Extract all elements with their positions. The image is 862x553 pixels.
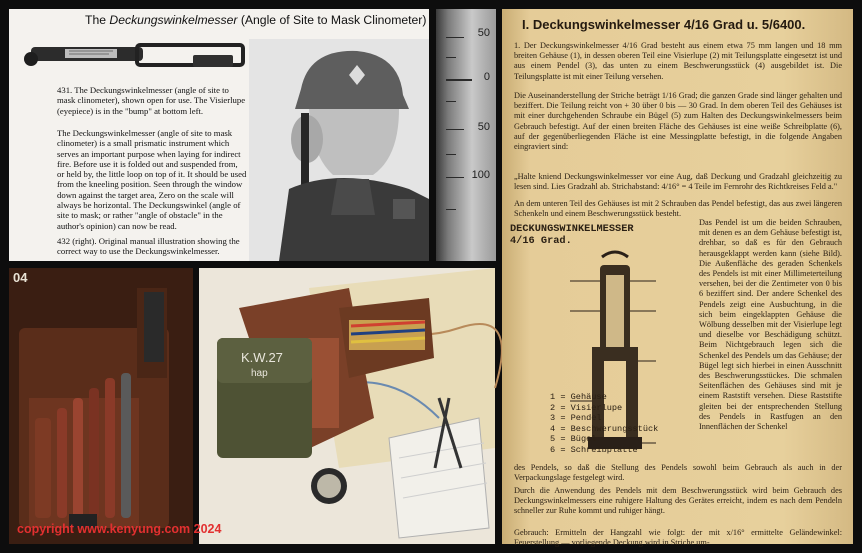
clinometer-drawing <box>17 39 247 77</box>
manual-paragraph-3: „Halte kniend Deckungswinkelmesser vor eine Aug, daß Deckung und Gradzahl gleichzeitig zu lesen sind. Lies Gradzahl ab. Strichabstand: 4/16° = 4 Teile im Fernrohr des Richtkreises Feld a." <box>514 172 842 192</box>
caption-431: 431. The Deckungswinkelmesser (angle of site to mask clinometer), shown open for use. The Visierlupe (eyepiece) is in the "bump" at bottom left. <box>57 85 246 116</box>
manual-paragraph-1: 1. Der Deckungswinkelmesser 4/16 Grad besteht aus einem etwa 75 mm langen und 18 mm breiten Gehäuse (1), in dessen oberen Teil eine Visierlupe (2) mit Teilungsplatte eingesetzt ist und aus einem Pendel (3), das unten zu einem Beschwerungsstück (4) ausgebildet ist. Die Teilungsplatte ist mit einer Teilung versehen. <box>514 41 842 81</box>
manual-paragraph-2: Die Auseinanderstellung der Striche beträgt 1/16 Grad; die ganzen Grade sind länger gehalten und beziffert. Die Teilung reicht von + 30 über 0 bis — 30 Grad. In dem oberen Teil des Gehäuses ist mit einer durchgehenden Schraube ein Bügel (5) zum Halten des Deckungswinkelmessers beim Gebrauch befestigt. Auf der einen breiten Fläche des Gehäuses ist eine weiße Schreibplatte (6), auf der gegenüberliegenden Fläche ist eine Messingplatte befestigt, in die folgende Angaben eingraviert sind: <box>514 91 842 152</box>
scale-label: 100 <box>471 169 490 181</box>
scale-tick <box>446 154 456 155</box>
legend-item: 1 = Gehäuse <box>550 392 607 402</box>
soldier-photo <box>249 39 429 261</box>
scale-tick <box>446 177 464 178</box>
pouch-label-hap: hap <box>251 368 268 379</box>
pouch-photo-panel <box>9 268 222 544</box>
manual-paragraph-6: Durch die Anwendung des Pendels mit dem Beschwerungsstück wird beim Gebrauch des Deckungswinkelmessers eine ruhigere Haltung des Gerätes erreicht, indem es nach dem Pendeln schneller zur Ruhe kommt und ruhiger hängt. <box>514 486 842 516</box>
leather-pouch-photo <box>9 268 193 544</box>
legend-item: 4 = Beschwerungsstück <box>550 423 659 434</box>
scale-tick <box>446 37 464 38</box>
manual-title: I. Deckungswinkelmesser 4/16 Grad u. 5/6400. <box>522 17 806 32</box>
scale-tick <box>446 209 456 210</box>
manual-page-panel <box>502 9 853 548</box>
scale-tick <box>446 101 456 102</box>
manual-side-text: Das Pendel ist um die beiden Schrauben, mit denen es an dem Gehäuse befestigt ist, drehbar, so daß es für den Gebrauch herausgeklappt werden kann (siehe Bild). Die Außenfläche des geraden Schenkels des Pendels ist mit einer Millimeterteilung versehen, bei der die Zentimeter von 0 bis 6 beziffert sind. Der andere Schenkel des Pendels zeigt eine Ausbuchtung, in die sich beim eingeklappten Gehäuse die Wölbung desselben mit der Visierlupe legt und dieselbe vor Beschädigung schützt. Beim Nichtgebrauch legen sich die Schenkel des Pendels um das Gehäuse; der Bügel legt sich hierbei in einen Ausschnitt des Beschwerungsstückes. Die schmalen Seitenflächen des Gehäuses sind mit je einem Raststift versehen. Diese Raststifte gleiten bei der entsprechenden Stellung des Pendels in Rastfugen an den Innenflächen der Schenkel <box>699 218 842 432</box>
photo-number: 04 <box>13 270 28 285</box>
scale-tick <box>446 129 464 130</box>
body-paragraph: The Deckungswinkelmesser (angle of site to mask clinometer) is a small prismatic instrument which serves an important purpose when laying for indirect fire. Before use it is folded out and suspended from, or held by, the little loop on top of it. It should be used from the kneeling position. Seen through the window down against the target area, Zero on the scale will always be horizontal. The Deckungswinkel (angle of site to mask; or rather "angle of obstacle" in the author's opinion) can now be read. <box>57 128 247 231</box>
reticle-scale-panel <box>436 9 496 261</box>
scale-tick <box>446 57 456 58</box>
manual-paragraph-7: Gebrauch: Ermitteln der Hangzahl wie folgt: der mit x/16° ermittelte Geländewinkel: Feuerstellung — vorliegende Deckung wird in Striche um- <box>514 528 842 548</box>
title-prefix: The <box>85 13 107 27</box>
scale-label: 0 <box>483 71 490 83</box>
title-italic: Deckungswinkelmesser <box>109 13 238 27</box>
diagram-heading-2: 4/16 Grad. <box>510 235 572 247</box>
legend-item: 3 = Pendel <box>550 413 602 423</box>
caption-432: 432 (right). Original manual illustration showing the correct way to use the Deckungswinkelmesser. <box>57 236 240 257</box>
diagram-heading-1: DECKUNGSWINKELMESSER <box>510 223 634 235</box>
manual-paragraph-5: des Pendels, so daß die Stellung des Pendels sowohl beim Gebrauch als auch in der Verpackungslage festgelegt wird. <box>514 463 842 483</box>
title-suffix: (Angle of Site to Mask Clinometer) <box>240 13 427 27</box>
kit-photo-panel <box>199 268 495 544</box>
scale-label: 50 <box>477 27 490 39</box>
kit-layout-photo <box>199 268 495 544</box>
scale-label: 50 <box>477 121 490 133</box>
legend-item: 6 = Schreibplatte <box>550 444 638 455</box>
copyright-text: copyright www.kenyung.com 2024 <box>17 522 222 536</box>
pouch-label-kw27: K.W.27 <box>241 350 283 365</box>
manual-paragraph-4: An dem unteren Teil des Gehäuses ist mit 2 Schrauben das Pendel befestigt, das aus zwei längeren Schenkeln und einem Beschwerungsstück besteht. <box>514 199 842 219</box>
diagram-legend <box>550 392 658 455</box>
scale-tick-zero <box>446 79 472 81</box>
legend-item: 5 = Bügel <box>550 434 597 444</box>
legend-item: 2 = Visierlupe <box>550 402 623 413</box>
book-page-title <box>85 13 426 27</box>
book-page-panel <box>9 9 429 261</box>
